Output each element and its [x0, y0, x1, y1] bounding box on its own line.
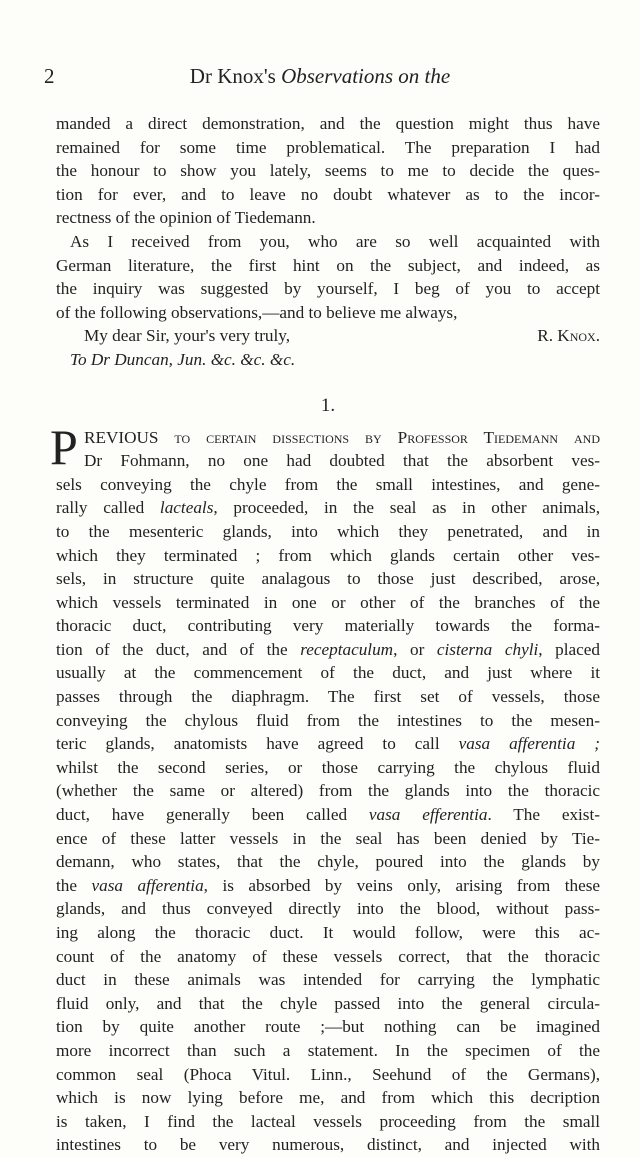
text-run: , or: [393, 639, 437, 659]
page-body: [50, 112, 601, 1157]
text-line: thoracic duct, contributing very materially towards the forma-: [56, 616, 600, 636]
text-line: (whether the same or altered) from the glands into the thoracic: [56, 781, 600, 801]
text-line: [56, 638, 600, 662]
text-line: tion by quite another route ;—but nothing can be imagined: [56, 1017, 600, 1037]
text-run-italic: receptaculum: [300, 639, 394, 659]
text-line: intestines to be very numerous, distinct, and injected with: [56, 1135, 600, 1155]
text-run: , proceeded, in the seal as in other animals,: [213, 498, 600, 518]
text-line: the honour to show you lately, seems to me to decide the ques-: [56, 161, 600, 181]
text-run: the: [56, 875, 92, 895]
text-run: duct, have generally been called: [56, 805, 369, 825]
text-line: the inquiry was suggested by yourself, I beg of you to accept: [56, 279, 600, 299]
page-number: 2: [44, 64, 55, 88]
text-line: whilst the second series, or those carrying the chylous fluid: [56, 757, 600, 777]
text-line: which vessels terminated in one or other of the branches of the: [56, 592, 600, 612]
text-line: [56, 803, 600, 827]
text-line: remained for some time problematical. The preparation I had: [56, 137, 600, 157]
running-head: [44, 64, 596, 89]
text-run-italic: vasa afferentia ;: [458, 734, 600, 754]
text-run: . The exist-: [487, 805, 600, 825]
text-line: manded a direct demonstration, and the question might thus have: [56, 114, 600, 133]
text-line: count of the anatomy of these vessels correct, that the thoracic: [56, 946, 600, 966]
text-line: duct in these animals was intended for carrying the lymphatic: [56, 970, 600, 990]
text-line: As I received from you, who are so well acquainted with: [70, 231, 600, 251]
text-line: usually at the commencement of the duct, and just where it: [56, 663, 600, 683]
text-line: [56, 874, 600, 898]
text-line: sels conveying the chyle from the small intestines, and gene-: [56, 474, 600, 494]
running-head-author: Dr Knox's: [189, 64, 282, 88]
text-line: of the following observations,—and to believe me always,: [56, 302, 458, 322]
text-line: glands, and thus conveyed directly into the blood, without pass-: [56, 899, 600, 919]
text-line: is taken, I find the lacteal vessels proceeding from the small: [56, 1111, 600, 1131]
drop-cap: P: [50, 418, 78, 475]
text-line: which is now lying before me, and from which this decription: [56, 1088, 600, 1108]
text-line: rectness of the opinion of Tiedemann.: [56, 208, 316, 228]
page-header: [44, 64, 596, 94]
text-line: demann, who states, that the chyle, poured into the glands by: [56, 852, 600, 872]
text-line: ing along the thoracic duct. It would follow, were this ac-: [56, 923, 600, 942]
text-run-italic: cisterna chyli: [436, 639, 539, 659]
text-line: conveying the chylous fluid from the intestines to the mesen-: [56, 710, 600, 730]
section-number: 1.: [320, 394, 336, 416]
text-line: REVIOUS to certain dissections by Professor Tiedemann and: [84, 427, 600, 447]
text-line: German literature, the first hint on the subject, and indeed, as: [56, 255, 600, 275]
text-line: passes through the diaphragm. The first set of vessels, those: [56, 687, 600, 707]
text-line: common seal (Phoca Vitul. Linn., Seehund of the Germans),: [56, 1064, 600, 1084]
section-paragraph: [50, 418, 601, 1157]
text-line: more incorrect than such a statement. In the specimen of the: [56, 1040, 600, 1060]
letter-addressee: To Dr Duncan, Jun. &c. &c. &c.: [70, 349, 296, 369]
letter-signature: R. Knox.: [537, 326, 600, 346]
letter-paragraph: [56, 230, 600, 372]
signature-row: [56, 324, 600, 348]
text-run-italic: vasa efferentia: [368, 805, 488, 825]
running-head-title: Observations on the: [281, 64, 451, 88]
text-run-italic: lacteals: [159, 498, 214, 518]
text-line: to the mesenteric glands, into which they penetrated, and in: [56, 521, 600, 541]
text-line: fluid only, and that the chyle passed into the general circula-: [56, 993, 600, 1013]
letter-closing: My dear Sir, your's very truly,: [84, 326, 291, 346]
intro-paragraph: [56, 112, 600, 230]
text-run: tion of the duct, and of the: [56, 639, 301, 659]
text-line: ence of these latter vessels in the seal has been denied by Tie-: [56, 828, 600, 848]
text-line: [56, 496, 600, 520]
text-line: sels, in structure quite analagous to those just described, arose,: [56, 569, 600, 589]
text-line: Dr Fohmann, no one had doubted that the absorbent ves-: [84, 451, 600, 471]
text-line: which they terminated ; from which glands certain other ves-: [56, 545, 600, 565]
text-run: , is absorbed by veins only, arising from these: [203, 875, 601, 895]
text-line: tion for ever, and to leave no doubt whatever as to the incor-: [56, 184, 600, 204]
text-run: teric glands, anatomists have agreed to call: [56, 734, 459, 754]
text-run: , placed: [538, 639, 600, 659]
text-line: [56, 732, 600, 756]
text-run: rally called: [56, 498, 160, 518]
text-run-italic: vasa afferentia: [91, 875, 204, 895]
